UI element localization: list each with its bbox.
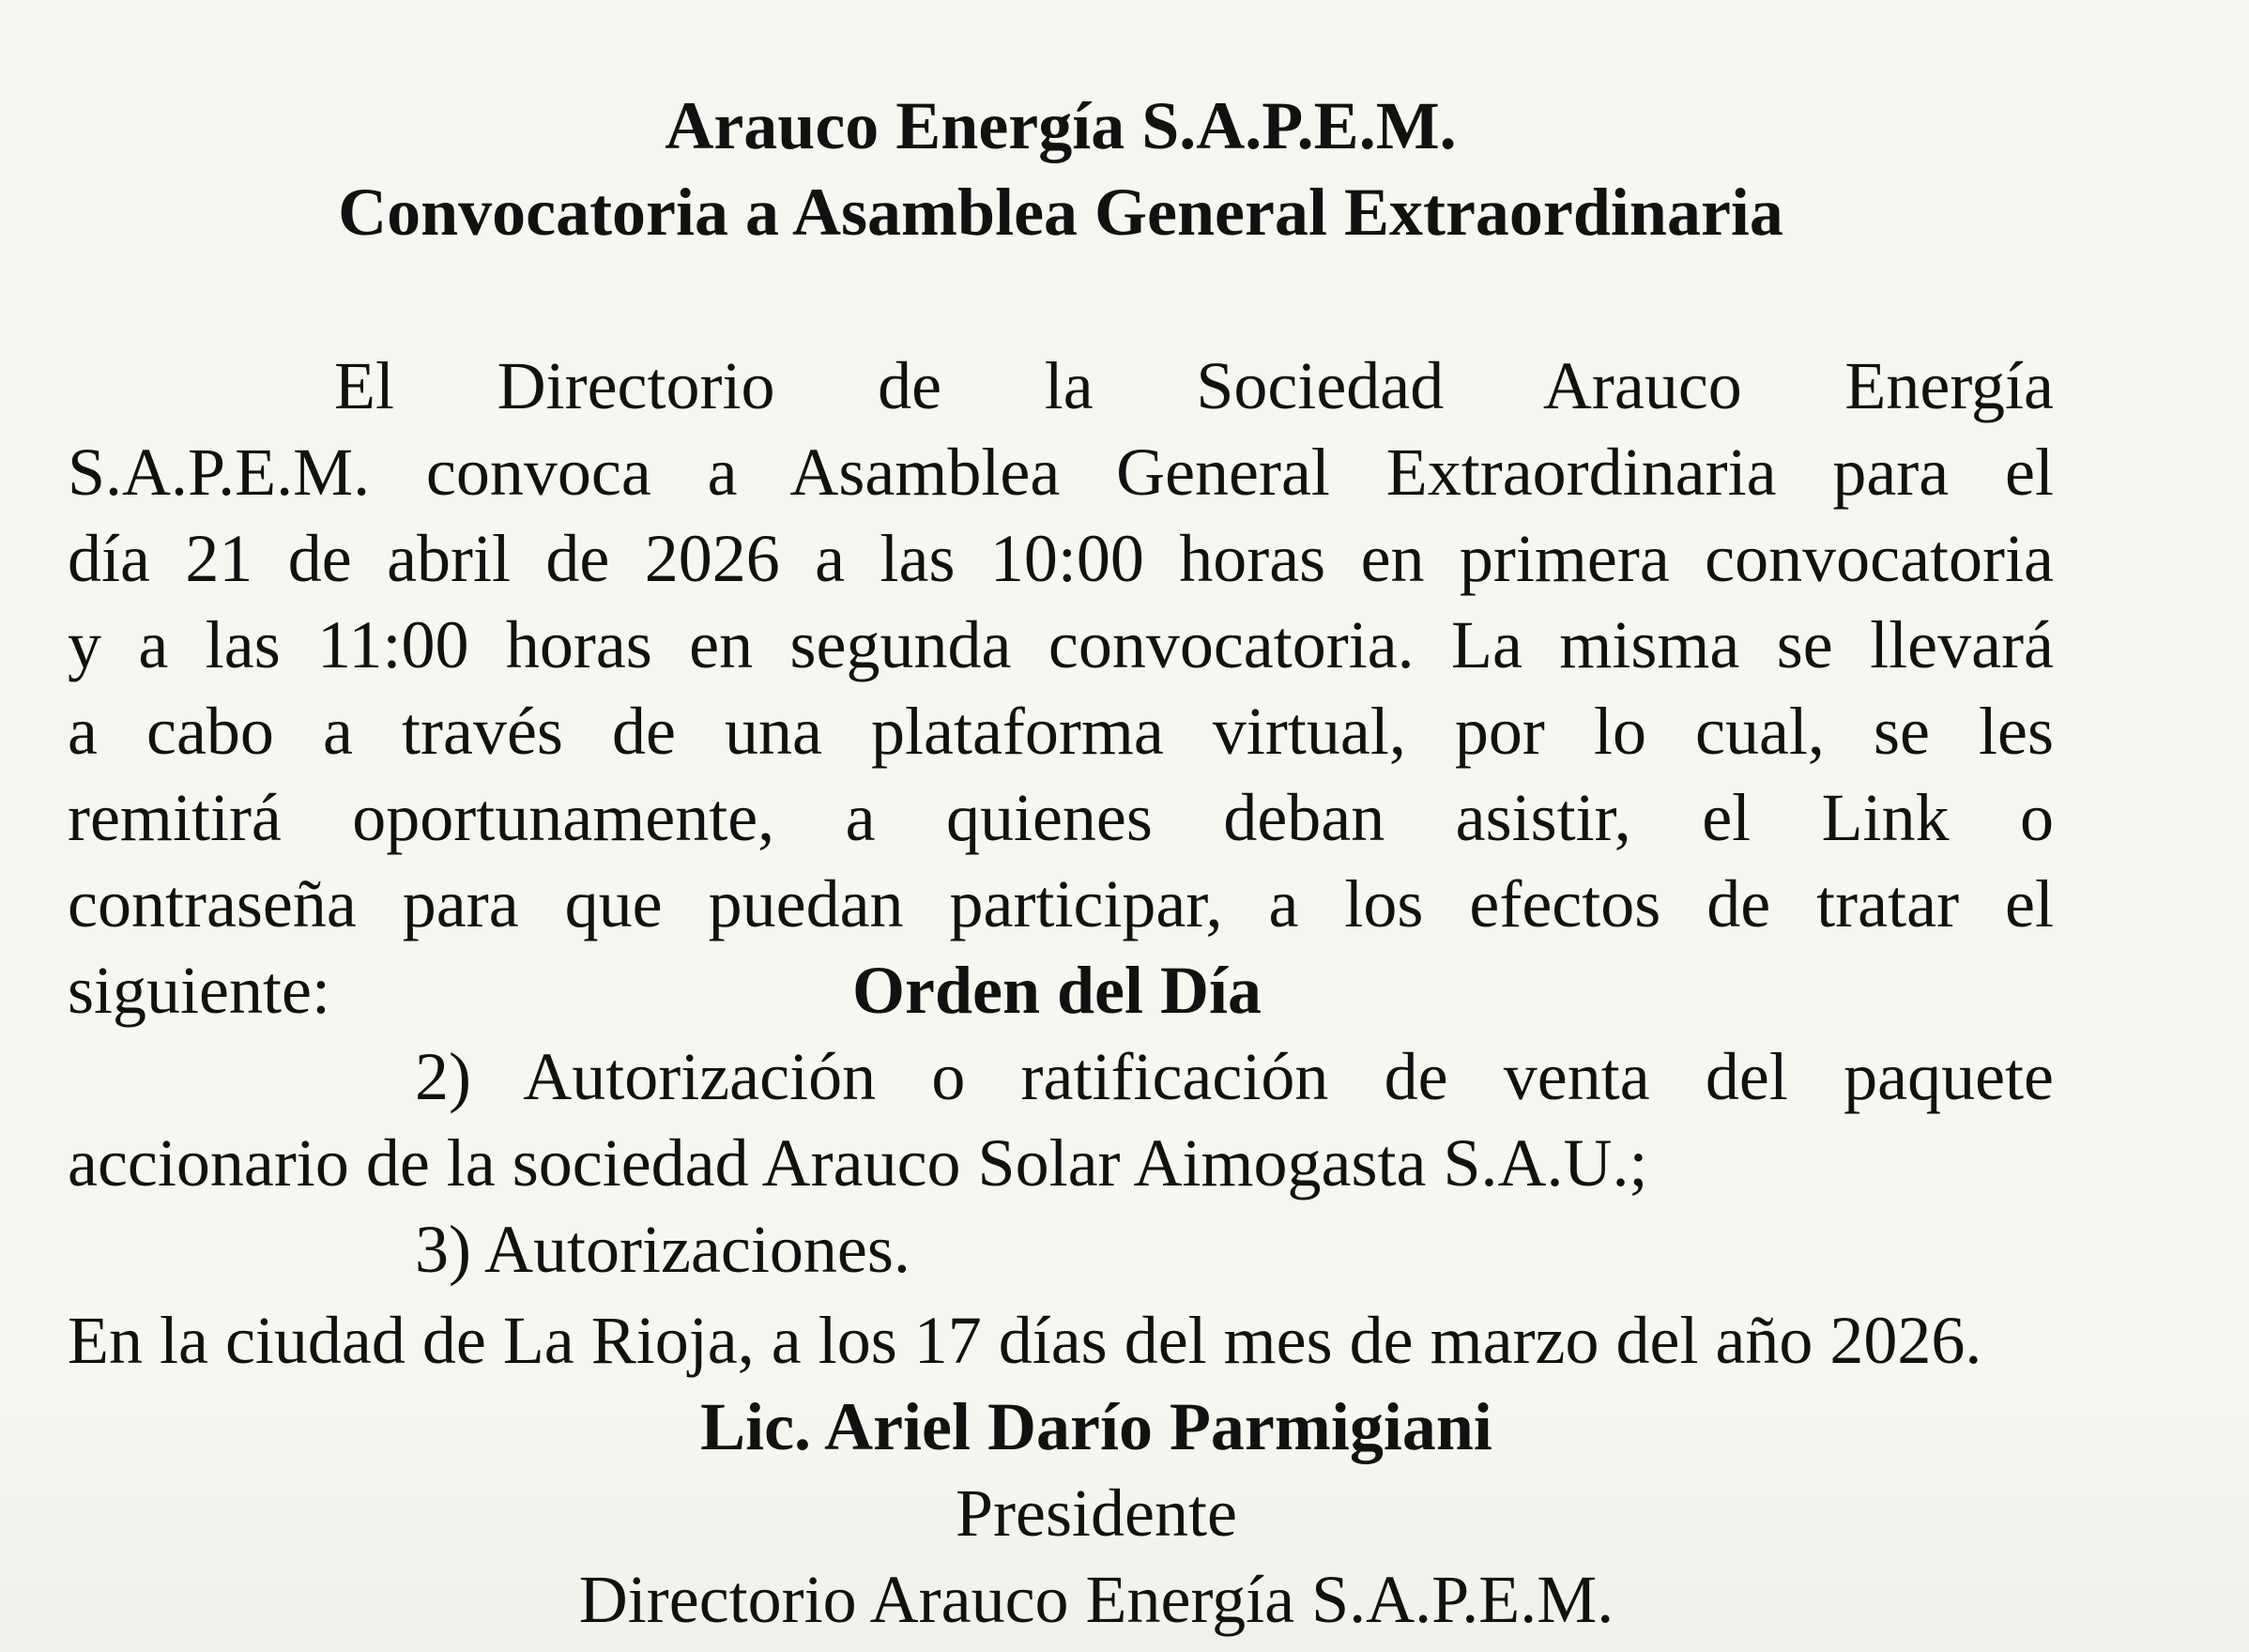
body-line-6: remitirá oportunamente, a quienes deban asistir, el Link o: [68, 780, 2054, 855]
document-title: Convocatoria a Asamblea General Extraordinaria: [338, 175, 1783, 250]
signatory-organization: Directorio Arauco Energía S.A.P.E.M.: [578, 1562, 1614, 1637]
agenda-item-3: 3) Autorizaciones.: [415, 1212, 910, 1287]
agenda-heading: Orden del Día: [852, 953, 1262, 1028]
agenda-item-2-line-1: 2) Autorización o ratificación de venta del paquete: [415, 1039, 2054, 1114]
signatory-name: Lic. Ariel Darío Parmigiani: [700, 1389, 1492, 1464]
body-line-2: S.A.P.E.M. convoca a Asamblea General Extraordinaria para el: [68, 435, 2054, 510]
company-heading: Arauco Energía S.A.P.E.M.: [665, 88, 1457, 163]
body-line-8: siguiente:: [68, 953, 330, 1028]
body-line-1: El Directorio de la Sociedad Arauco Energía: [334, 348, 2054, 423]
place-date: En la ciudad de La Rioja, a los 17 días del mes de marzo del año 2026.: [68, 1303, 1982, 1378]
signatory-role: Presidente: [956, 1476, 1237, 1551]
body-line-4: y a las 11:00 horas en segunda convocatoria. La misma se llevará: [68, 607, 2054, 682]
body-line-3: día 21 de abril de 2026 a las 10:00 horas en primera convocatoria: [68, 521, 2054, 596]
body-line-7: contraseña para que puedan participar, a los efectos de tratar el: [68, 866, 2054, 941]
body-line-5: a cabo a través de una plataforma virtual, por lo cual, se les: [68, 694, 2054, 769]
agenda-item-2-line-2: accionario de la sociedad Arauco Solar Aimogasta S.A.U.;: [68, 1125, 1648, 1201]
